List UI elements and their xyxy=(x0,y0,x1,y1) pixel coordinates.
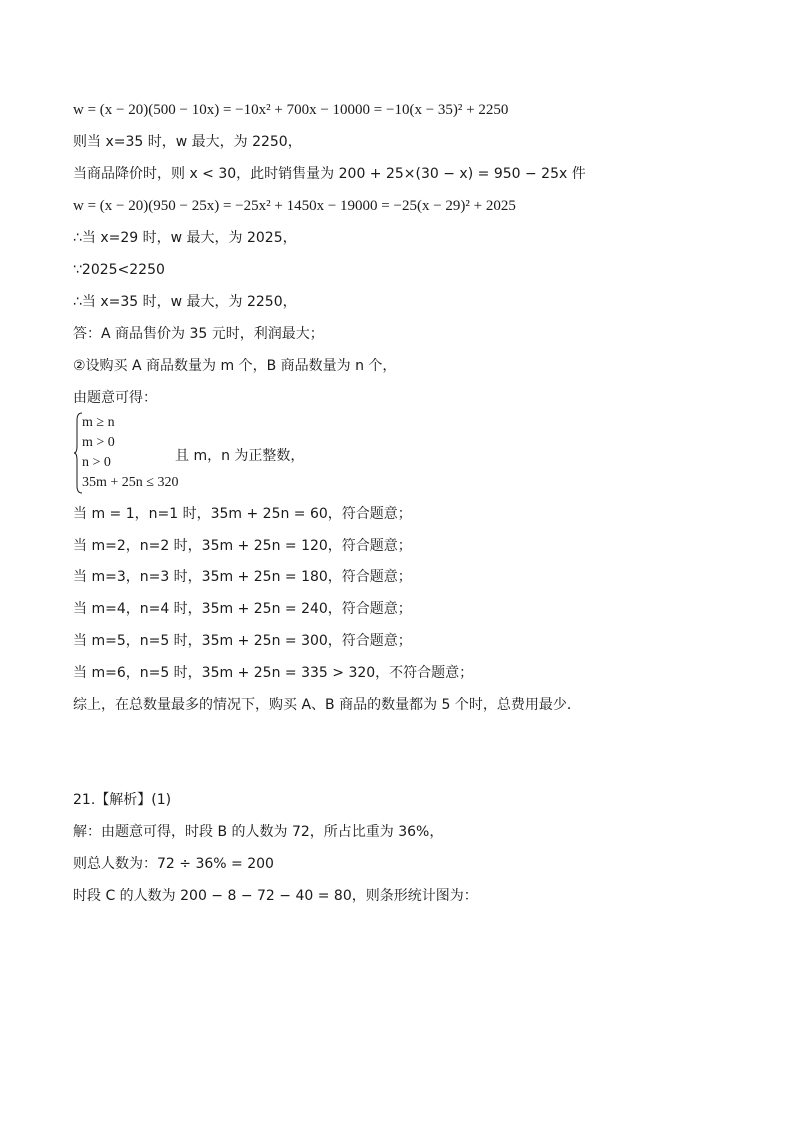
system-row: 35m + 25n ≤ 320 xyxy=(82,475,179,490)
case-line: 当 m=4，n=4 时，35m + 25n = 240，符合题意； xyxy=(73,601,412,617)
text-line: ②设购买 A 商品数量为 m 个，B 商品数量为 n 个， xyxy=(73,358,397,374)
equation-w-second: w = (x − 20)(950 − 25x) = −25x² + 1450x − 19000 = −25(x − 29)² + 2025 xyxy=(73,198,516,214)
conclusion-line: 综上，在总数量最多的情况下，购买 A、B 商品的数量都为 5 个时，总费用最少． xyxy=(73,697,581,713)
text-line: 则当 x=35 时，w 最大，为 2250， xyxy=(73,134,302,150)
case-line: 当 m=3，n=3 时，35m + 25n = 180，符合题意； xyxy=(73,569,412,585)
text-line: 当商品降价时，则 x < 30，此时销售量为 200 + 25×(30 − x) = 950 − 25x 件 xyxy=(73,166,586,182)
system-row: m > 0 xyxy=(82,435,115,450)
case-line: 当 m=2，n=2 时，35m + 25n = 120，符合题意； xyxy=(73,538,412,554)
text-line: ∴当 x=35 时，w 最大，为 2250， xyxy=(73,294,297,310)
equation-w-first: w = (x − 20)(500 − 10x) = −10x² + 700x − 10000 = −10(x − 35)² + 2250 xyxy=(73,102,509,118)
case-line: 当 m = 1，n=1 时，35m + 25n = 60，符合题意； xyxy=(73,506,412,522)
system-row: n > 0 xyxy=(82,455,111,470)
text-line: 由题意可得： xyxy=(73,390,157,406)
text-line: 解：由题意可得，时段 B 的人数为 72，所占比重为 36%， xyxy=(73,824,444,840)
question-21-heading: 21.【解析】(1) xyxy=(73,792,172,808)
case-line: 当 m=6，n=5 时，35m + 25n = 335 > 320，不符合题意； xyxy=(73,665,474,681)
text-line: ∴当 x=29 时，w 最大，为 2025， xyxy=(73,230,297,246)
text-line: ∵2025<2250 xyxy=(73,262,165,278)
case-line: 当 m=5，n=5 时，35m + 25n = 300，符合题意； xyxy=(73,633,412,649)
answer-line: 答：A 商品售价为 35 元时，利润最大； xyxy=(73,326,324,342)
text-line: 时段 C 的人数为 200 − 8 − 72 − 40 = 80，则条形统计图为： xyxy=(73,888,478,904)
text-line: 则总人数为：72 ÷ 36% = 200 xyxy=(73,856,274,872)
inequality-system xyxy=(73,412,333,494)
system-row: m ≥ n xyxy=(82,415,115,430)
system-note: 且 m，n 为正整数， xyxy=(175,448,305,464)
